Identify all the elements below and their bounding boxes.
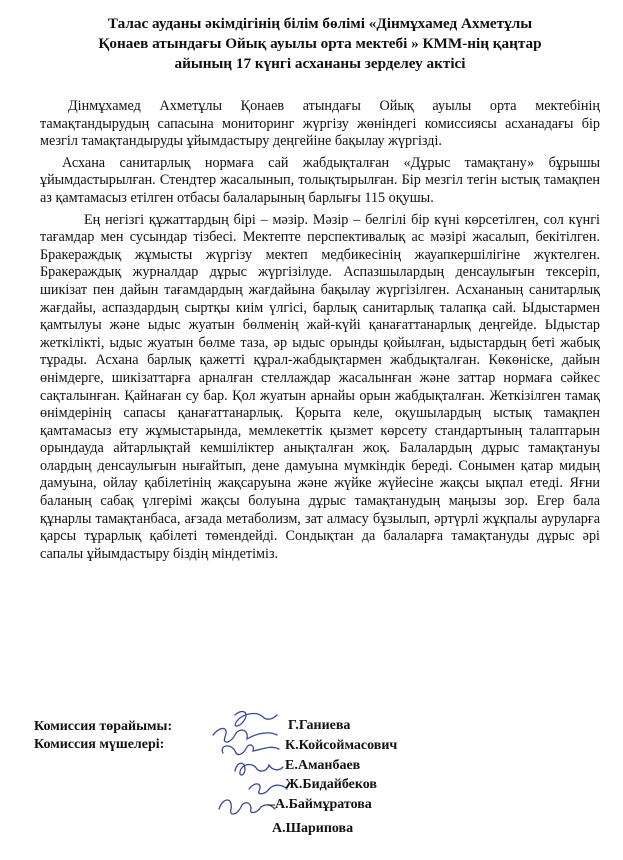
name-6: А.Шарипова [272,821,354,836]
paragraph-menu: Ең негізгі құжаттардың бірі – мәзір. Мәзір – белгілі бір күні көрсетілген, сол күнгі тағамдар мен сусындар тізбесі. Мектепте перспективалық ас мәзірі жасалып, бекітілген. Бракераждық жұмысты жүргізу мектеп медбикесінің жауапкершілігіне жүктелген. Бракераждық журналдар дұрыс жүргізілуде. Аспазшылардың денсаулығын тексеріп, шикізат пен дайын тағамдардың жағдайына бақылау жүргізілген. Асхананың санитарлық жағдайы, аспаздардың сыртқы киім үлгісі, барлық санитарлық талапқа сай. Ыдыстармен қамтылуы және ыдыс жуатын бөлменің жай-күйі қанағаттанарлық деңгейде. Ыдыстар жеткілікті, ыдыс жуатын бөлме таза, әр ыдыс орынды қойылған, ыдыстардың беті жабық тұрады. Асхана барлық қажетті құрал-жабдықтармен жабдықталған. Көкөніске, дайын өнімдерге, шикізаттарға арналған стеллаждар жасалынған және заттар нормаға сәйкес сақталынған. Қайнаған су бар. Қол жуатын арнайы орын жабдықталған. Жеткізілген тамақ өнімдерінің сапасы қанағаттанарлық. Қорыта келе, оқушылардың ыстық тамақпен қамтамасыз ету жұмыстарында, мемлекеттік қызмет көрсету стандартының талаптарын орындауда айтарлықтай кемшіліктер анықталған жоқ. Балалардың дұрыс тамақтануы олардың денсаулығын нығайтып, дене дамуына мүмкіндік береді. Сонымен қатар мидың дамуына, ойлау қабілетінің жақсаруына және жүйке жүйесіне жақсы ықпал етеді. Яғни баланың сабақ үлгерімі жақсы болуына дұрыс тамақтанудың маңызы зор. Егер бала құнарлы тамақтанбаса, ағзада метаболизм, зат алмасу бұзылып, әртүрлі жұқпалы ауруларға қарсы тұрарлық қабілеті төмендейді. Сондықтан да балаларға тамақтануды дұрыс әрі сапалы ұйымдастыру біздің міндетіміз. [40,211,600,562]
signature-6 [219,800,275,814]
paragraph-canteen: Асхана санитарлық нормаға сай жабдықталған «Дұрыс тамақтану» бұрышы ұйымдастырылған. Стендтер жасалынып, толықтырылған. Бір мезгіл тегін ыстық тамақпен аз қамтамасыз етілген отбасы балаларының барлығы 115 оқушы. [40,154,600,206]
name-1: Г.Ганиева [288,718,351,733]
document-title [60,14,580,74]
title-line-3: айының 17 күнгі асхананы зерделеу актісі [174,55,466,72]
name-4: Ж.Бидайбеков [285,777,377,792]
signature-labels [34,718,172,754]
chair-label: Комиссия төрайымы: [34,719,173,734]
document-body [40,98,600,567]
members-label: Комиссия мүшелері: [34,737,165,752]
signature-5 [249,784,287,794]
signature-2 [213,728,277,742]
signature-1 [235,712,277,727]
paragraph-intro: Дінмұхамед Ахметұлы Қонаев атындағы Ойық ауылы орта мектебінің тамақтандырудың сапасына мониторинг жүргізу жөніндегі комиссиясы асханадағы бір мезгіл тамақтандыруды ұйымдастыру деңгейіне бақылау жүргізді. [40,98,600,150]
name-3: Е.Аманбаев [285,758,361,773]
name-5: –А.Баймұратова [268,797,372,812]
signature-3 [222,745,279,755]
title-line-1: Талас ауданы әкімдігінің білім бөлімі «Дінмұхамед Ахметұлы [107,15,533,32]
signature-4 [235,763,283,775]
name-2: К.Койсоймасович [285,738,398,753]
title-line-2: Қонаев атындағы Ойық ауылы орта мектебі » КММ-нің қаңтар [98,35,542,52]
